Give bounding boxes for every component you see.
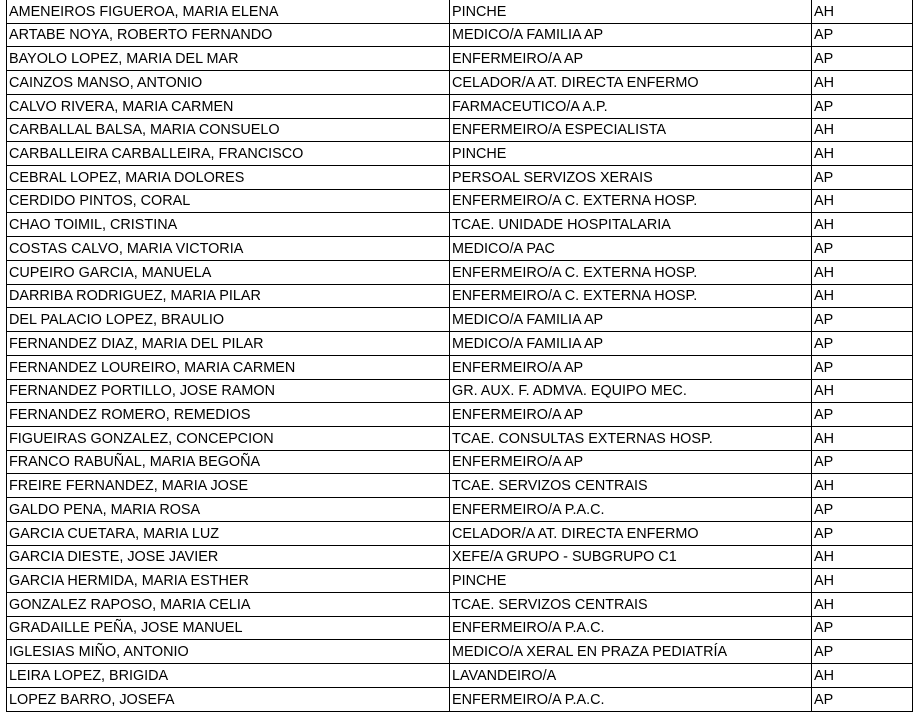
job-category-cell: ENFERMEIRO/A AP: [450, 450, 812, 474]
job-category-cell: ENFERMEIRO/A AP: [450, 47, 812, 71]
employee-name-cell: FERNANDEZ LOUREIRO, MARIA CARMEN: [7, 355, 450, 379]
employee-name-cell: FERNANDEZ ROMERO, REMEDIOS: [7, 403, 450, 427]
job-category-cell: ENFERMEIRO/A P.A.C.: [450, 498, 812, 522]
care-level-cell: AP: [812, 640, 913, 664]
employee-name-cell: CEBRAL LOPEZ, MARIA DOLORES: [7, 166, 450, 190]
job-category-cell: ENFERMEIRO/A P.A.C.: [450, 687, 812, 711]
care-level-cell: AH: [812, 260, 913, 284]
care-level-cell: AH: [812, 284, 913, 308]
care-level-cell: AH: [812, 545, 913, 569]
care-level-cell: AH: [812, 592, 913, 616]
employee-name-cell: FREIRE FERNANDEZ, MARIA JOSE: [7, 474, 450, 498]
care-level-cell: AH: [812, 142, 913, 166]
table-row: [7, 664, 913, 688]
table-row: [7, 237, 913, 261]
table-row: [7, 213, 913, 237]
job-category-cell: ENFERMEIRO/A C. EXTERNA HOSP.: [450, 189, 812, 213]
table-row: [7, 616, 913, 640]
care-level-cell: AH: [812, 664, 913, 688]
job-category-cell: TCAE. SERVIZOS CENTRAIS: [450, 474, 812, 498]
table-row: [7, 403, 913, 427]
table-row: [7, 521, 913, 545]
care-level-cell: AP: [812, 498, 913, 522]
table-row: [7, 640, 913, 664]
job-category-cell: ENFERMEIRO/A P.A.C.: [450, 616, 812, 640]
job-category-cell: ENFERMEIRO/A AP: [450, 355, 812, 379]
employee-name-cell: CUPEIRO GARCIA, MANUELA: [7, 260, 450, 284]
employee-name-cell: CERDIDO PINTOS, CORAL: [7, 189, 450, 213]
employee-name-cell: LOPEZ BARRO, JOSEFA: [7, 687, 450, 711]
table-row: [7, 71, 913, 95]
table-row: [7, 474, 913, 498]
job-category-cell: MEDICO/A FAMILIA AP: [450, 308, 812, 332]
care-level-cell: AH: [812, 379, 913, 403]
care-level-cell: AP: [812, 23, 913, 47]
job-category-cell: MEDICO/A FAMILIA AP: [450, 332, 812, 356]
job-category-cell: MEDICO/A XERAL EN PRAZA PEDIATRÍA: [450, 640, 812, 664]
employee-name-cell: CALVO RIVERA, MARIA CARMEN: [7, 94, 450, 118]
care-level-cell: AH: [812, 213, 913, 237]
job-category-cell: XEFE/A GRUPO - SUBGRUPO C1: [450, 545, 812, 569]
job-category-cell: PERSOAL SERVIZOS XERAIS: [450, 166, 812, 190]
care-level-cell: AH: [812, 569, 913, 593]
care-level-cell: AP: [812, 47, 913, 71]
employee-name-cell: GRADAILLE PEÑA, JOSE MANUEL: [7, 616, 450, 640]
employee-name-cell: COSTAS CALVO, MARIA VICTORIA: [7, 237, 450, 261]
job-category-cell: FARMACEUTICO/A A.P.: [450, 94, 812, 118]
table-row: [7, 355, 913, 379]
employee-name-cell: GARCIA HERMIDA, MARIA ESTHER: [7, 569, 450, 593]
job-category-cell: CELADOR/A AT. DIRECTA ENFERMO: [450, 521, 812, 545]
employee-name-cell: DEL PALACIO LOPEZ, BRAULIO: [7, 308, 450, 332]
employee-name-cell: FIGUEIRAS GONZALEZ, CONCEPCION: [7, 426, 450, 450]
table-row: [7, 23, 913, 47]
job-category-cell: LAVANDEIRO/A: [450, 664, 812, 688]
care-level-cell: AP: [812, 450, 913, 474]
job-category-cell: MEDICO/A FAMILIA AP: [450, 23, 812, 47]
table-row: [7, 142, 913, 166]
employee-name-cell: GARCIA DIESTE, JOSE JAVIER: [7, 545, 450, 569]
employee-name-cell: FERNANDEZ DIAZ, MARIA DEL PILAR: [7, 332, 450, 356]
table-row: [7, 498, 913, 522]
job-category-cell: MEDICO/A PAC: [450, 237, 812, 261]
employee-name-cell: GARCIA CUETARA, MARIA LUZ: [7, 521, 450, 545]
table-row: [7, 687, 913, 711]
employee-name-cell: DARRIBA RODRIGUEZ, MARIA PILAR: [7, 284, 450, 308]
employee-name-cell: GALDO PENA, MARIA ROSA: [7, 498, 450, 522]
employee-name-cell: CARBALLAL BALSA, MARIA CONSUELO: [7, 118, 450, 142]
table-row: [7, 569, 913, 593]
care-level-cell: AP: [812, 94, 913, 118]
table-row: [7, 118, 913, 142]
job-category-cell: PINCHE: [450, 142, 812, 166]
job-category-cell: CELADOR/A AT. DIRECTA ENFERMO: [450, 71, 812, 95]
staff-table-body: [7, 0, 913, 711]
table-row: [7, 426, 913, 450]
employee-name-cell: CAINZOS MANSO, ANTONIO: [7, 71, 450, 95]
employee-name-cell: CHAO TOIMIL, CRISTINA: [7, 213, 450, 237]
table-row: [7, 332, 913, 356]
job-category-cell: TCAE. SERVIZOS CENTRAIS: [450, 592, 812, 616]
staff-table: [6, 0, 913, 712]
care-level-cell: AH: [812, 0, 913, 23]
table-row: [7, 308, 913, 332]
job-category-cell: ENFERMEIRO/A ESPECIALISTA: [450, 118, 812, 142]
employee-name-cell: FERNANDEZ PORTILLO, JOSE RAMON: [7, 379, 450, 403]
employee-name-cell: BAYOLO LOPEZ, MARIA DEL MAR: [7, 47, 450, 71]
care-level-cell: AP: [812, 332, 913, 356]
table-row: [7, 47, 913, 71]
job-category-cell: PINCHE: [450, 0, 812, 23]
care-level-cell: AH: [812, 118, 913, 142]
care-level-cell: AP: [812, 521, 913, 545]
table-row: [7, 592, 913, 616]
table-row: [7, 94, 913, 118]
table-row: [7, 166, 913, 190]
employee-name-cell: AMENEIROS FIGUEROA, MARIA ELENA: [7, 0, 450, 23]
employee-name-cell: FRANCO RABUÑAL, MARIA BEGOÑA: [7, 450, 450, 474]
job-category-cell: TCAE. UNIDADE HOSPITALARIA: [450, 213, 812, 237]
table-row: [7, 260, 913, 284]
job-category-cell: GR. AUX. F. ADMVA. EQUIPO MEC.: [450, 379, 812, 403]
table-row: [7, 0, 913, 23]
care-level-cell: AP: [812, 166, 913, 190]
care-level-cell: AP: [812, 403, 913, 427]
table-row: [7, 284, 913, 308]
employee-name-cell: IGLESIAS MIÑO, ANTONIO: [7, 640, 450, 664]
care-level-cell: AH: [812, 474, 913, 498]
care-level-cell: AH: [812, 71, 913, 95]
employee-name-cell: LEIRA LOPEZ, BRIGIDA: [7, 664, 450, 688]
care-level-cell: AP: [812, 237, 913, 261]
table-row: [7, 189, 913, 213]
care-level-cell: AP: [812, 616, 913, 640]
job-category-cell: TCAE. CONSULTAS EXTERNAS HOSP.: [450, 426, 812, 450]
employee-name-cell: GONZALEZ RAPOSO, MARIA CELIA: [7, 592, 450, 616]
table-row: [7, 545, 913, 569]
table-row: [7, 379, 913, 403]
care-level-cell: AP: [812, 355, 913, 379]
care-level-cell: AP: [812, 308, 913, 332]
care-level-cell: AH: [812, 189, 913, 213]
care-level-cell: AH: [812, 426, 913, 450]
employee-name-cell: CARBALLEIRA CARBALLEIRA, FRANCISCO: [7, 142, 450, 166]
job-category-cell: ENFERMEIRO/A C. EXTERNA HOSP.: [450, 284, 812, 308]
job-category-cell: PINCHE: [450, 569, 812, 593]
care-level-cell: AP: [812, 687, 913, 711]
employee-name-cell: ARTABE NOYA, ROBERTO FERNANDO: [7, 23, 450, 47]
job-category-cell: ENFERMEIRO/A AP: [450, 403, 812, 427]
table-row: [7, 450, 913, 474]
job-category-cell: ENFERMEIRO/A C. EXTERNA HOSP.: [450, 260, 812, 284]
